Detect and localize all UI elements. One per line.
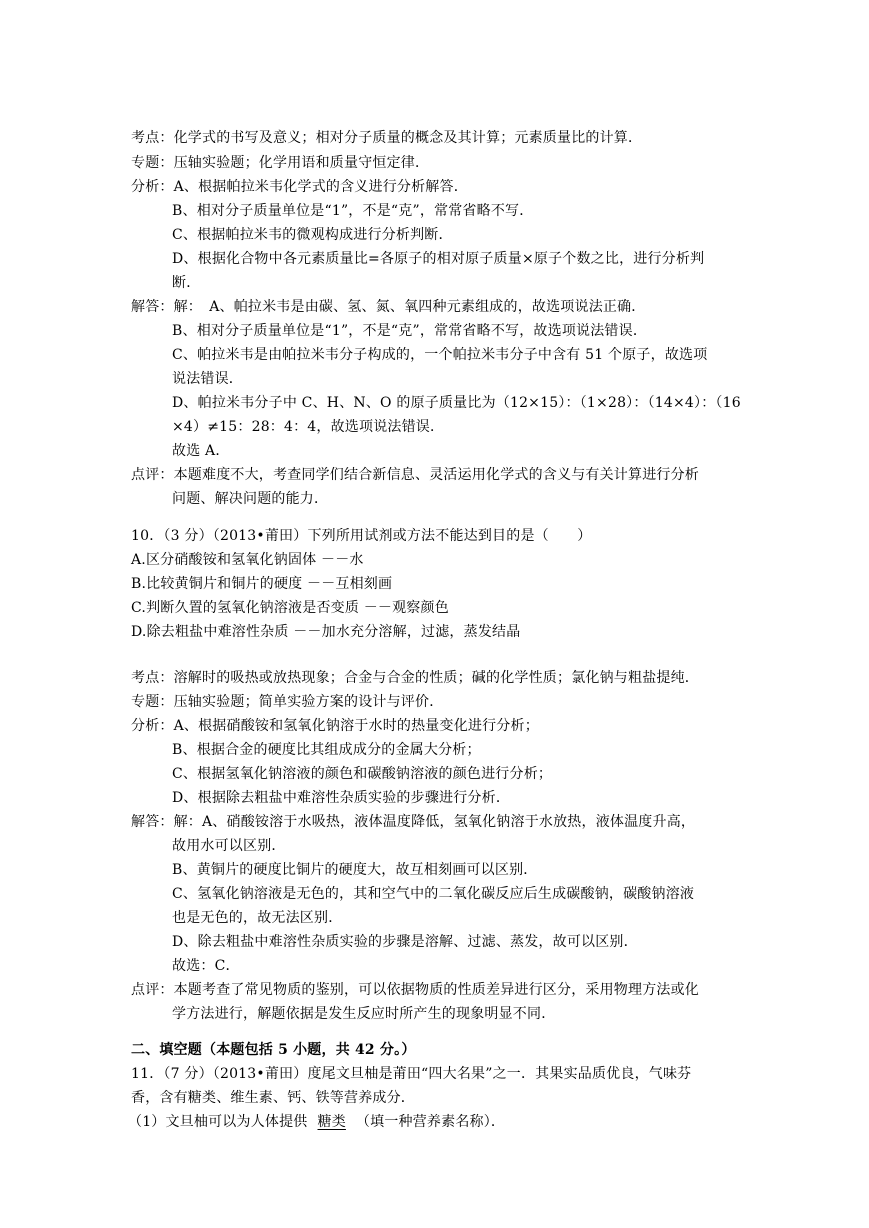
q10-jieda-line: B、黄铜片的硬度比铜片的硬度大，故互相刻画可以区别． bbox=[172, 862, 538, 878]
q11-sub1-prefix: （1）文旦柚可以为人体提供 bbox=[128, 1114, 308, 1130]
q9-fenxi-line: 断． bbox=[172, 275, 201, 291]
q10-jieda-line: D、除去粗盐中难溶性杂质实验的步骤是溶解、过滤、蒸发，故可以区别． bbox=[172, 934, 638, 950]
q10-option-c: C.判断久置的氢氧化钠溶液是否变质 －－观察颜色 bbox=[131, 600, 449, 616]
q9-fenxi-line: D、根据化合物中各元素质量比=各原子的相对原子质量×原子个数之比，进行分析判 bbox=[172, 251, 705, 267]
q10-option-a: A.区分硝酸铵和氢氧化钠固体 －－水 bbox=[131, 552, 364, 568]
q9-jieda-line: 说法错误． bbox=[172, 371, 243, 387]
q10-jieda-line: 也是无色的，故无法区别． bbox=[172, 910, 343, 926]
q9-dianping-line: 点评：本题难度不大，考查同学们结合新信息、灵活运用化学式的含义与有关计算进行分析 bbox=[131, 467, 699, 483]
q10-jieda-line: 故选：C． bbox=[172, 958, 240, 974]
q11-stem-line: 11．（7 分）（2013•莆田）度尾文旦柚是莆田“四大名果”之一．其果实品质优良，气味芬 bbox=[131, 1066, 692, 1082]
q11-sub1 bbox=[128, 1113, 505, 1131]
q9-jieda-line: ×4）≠15：28：4：4，故选项说法错误． bbox=[172, 419, 445, 435]
q9-jieda-line: 解答：解： A、帕拉米韦是由碳、氢、氮、氧四种元素组成的，故选项说法正确． bbox=[131, 299, 646, 315]
q9-fenxi-line: B、相对分子质量单位是“1”，不是“克”，常常省略不写． bbox=[172, 203, 534, 219]
q10-fenxi-line: B、根据合金的硬度比其组成成分的金属大分析； bbox=[172, 742, 481, 758]
q10-fenxi-line: D、根据除去粗盐中难溶性杂质实验的步骤进行分析． bbox=[172, 790, 511, 806]
q9-jieda-line: 故选 A． bbox=[172, 443, 230, 459]
q11-stem-line: 香，含有糖类、维生素、钙、铁等营养成分． bbox=[131, 1090, 415, 1106]
q9-fenxi-line: 分析：A、根据帕拉米韦化学式的含义进行分析解答． bbox=[131, 179, 468, 195]
q9-dianping-line: 问题、解决问题的能力． bbox=[172, 491, 329, 507]
q10-dianping-line: 学方法进行，解题依据是发生反应时所产生的现象明显不同． bbox=[172, 1006, 556, 1022]
q9-zhuanti: 专题：压轴实验题；化学用语和质量守恒定律． bbox=[131, 155, 430, 171]
q9-fenxi-line: C、根据帕拉米韦的微观构成进行分析判断． bbox=[172, 227, 453, 243]
q10-option-d: D.除去粗盐中难溶性杂质 －－加水充分溶解，过滤，蒸发结晶 bbox=[131, 624, 521, 640]
q9-jieda-line: D、帕拉米韦分子中 C、H、N、O 的原子质量比为（12×15）：（1×28）：（14×4）：（16 bbox=[172, 395, 741, 411]
q11-sub1-suffix: （填一种营养素名称）． bbox=[355, 1114, 506, 1130]
q10-dianping-line: 点评：本题考查了常见物质的鉴别，可以依据物质的性质差异进行区分，采用物理方法或化 bbox=[131, 982, 699, 998]
section-heading: 二、填空题（本题包括 5 小题，共 42 分。） bbox=[131, 1042, 416, 1058]
q10-stem: 10．（3 分）（2013•莆田）下列所用试剂或方法不能达到目的是（ ） bbox=[131, 528, 592, 544]
q9-jieda-line: C、帕拉米韦是由帕拉米韦分子构成的，一个帕拉米韦分子中含有 51 个原子，故选项 bbox=[172, 347, 708, 363]
q10-fenxi-line: 分析：A、根据硝酸铵和氢氧化钠溶于水时的热量变化进行分析； bbox=[131, 718, 539, 734]
q10-kaodian: 考点：溶解时的吸热或放热现象；合金与合金的性质；碱的化学性质；氯化钠与粗盐提纯． bbox=[131, 670, 699, 686]
q10-jieda-line: 解答：解：A、硝酸铵溶于水吸热，液体温度降低，氢氧化钠溶于水放热，液体温度升高， bbox=[131, 814, 696, 830]
q10-zhuanti: 专题：压轴实验题；简单实验方案的设计与评价． bbox=[131, 694, 444, 710]
q11-sub1-answer: 糖类 bbox=[317, 1114, 346, 1130]
q10-jieda-line: C、氢氧化钠溶液是无色的，其和空气中的二氧化碳反应后生成碳酸钠，碳酸钠溶液 bbox=[172, 886, 695, 902]
q9-jieda-line: B、相对分子质量单位是“1”，不是“克”，常常省略不写，故选项说法错误． bbox=[172, 323, 648, 339]
q10-fenxi-line: C、根据氢氧化钠溶液的颜色和碳酸钠溶液的颜色进行分析； bbox=[172, 766, 553, 782]
q9-kaodian: 考点：化学式的书写及意义；相对分子质量的概念及其计算；元素质量比的计算． bbox=[131, 130, 643, 146]
q10-option-b: B.比较黄铜片和铜片的硬度 －－互相刻画 bbox=[131, 576, 393, 592]
q10-jieda-line: 故用水可以区别． bbox=[172, 838, 286, 854]
